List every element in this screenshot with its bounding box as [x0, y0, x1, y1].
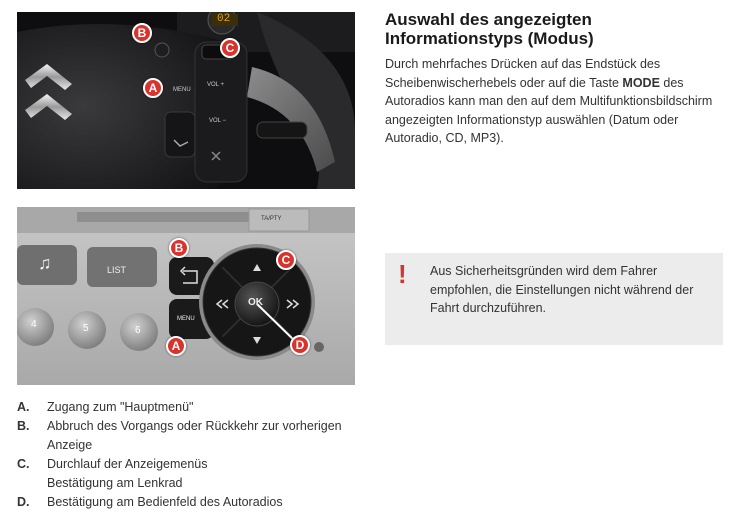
callout-c: C — [276, 250, 296, 270]
exclamation-icon: ! — [398, 259, 407, 289]
legend-item — [17, 398, 357, 417]
callout-b: B — [132, 23, 152, 43]
callout-a: A — [143, 78, 163, 98]
vol-up-label: VOL + — [207, 82, 224, 88]
preset-button-6: 6 — [135, 325, 141, 336]
legend-key: D. — [17, 495, 30, 509]
page-title — [385, 10, 715, 48]
legend-text: Zugang zum "Hauptmenü" — [47, 400, 194, 414]
preset-button-5: 5 — [83, 323, 89, 334]
description-text-start: Durch mehrfaches Drücken auf das Endstück des Scheibenwischerhebels oder auf die Taste — [385, 57, 661, 90]
legend-key: A. — [17, 400, 30, 414]
callout-b: B — [169, 238, 189, 258]
ta-pty-label: TA/PTY — [261, 216, 282, 222]
legend-text: Bestätigung am Bedienfeld des Autoradios — [47, 495, 283, 509]
vol-down-label: VOL − — [209, 118, 226, 124]
steering-wheel-photo — [17, 12, 355, 189]
legend-item — [17, 455, 357, 493]
callout-d: D — [290, 335, 310, 355]
legend-text: Durchlauf der Anzeigemenüs Bestätigung am Lenkrad — [47, 457, 208, 490]
legend-item — [17, 417, 357, 455]
preset-button-4: 4 — [31, 319, 37, 330]
legend-key: B. — [17, 419, 30, 433]
warning-box — [385, 253, 723, 345]
mode-keyword: MODE — [622, 75, 660, 90]
warning-text: Aus Sicherheitsgründen wird dem Fahrer empfohlen, die Einstellungen nicht während der Fahrt durchzuführen. — [430, 264, 694, 316]
music-note-icon: ♫ — [38, 253, 52, 273]
ok-button-label: OK — [248, 297, 263, 308]
callout-c: C — [220, 38, 240, 58]
display-readout: 02 — [217, 13, 231, 25]
legend-key: C. — [17, 457, 30, 471]
radio-panel-illustration — [17, 207, 355, 385]
description-text-end: des Autoradios kann man den auf dem Multifunktionsbildschirm angezeigten Informationstyp auswählen (Datum oder Autoradio, CD, MP3). — [385, 75, 713, 146]
legend-text: Abbruch des Vorgangs oder Rückkehr zur vorherigen Anzeige — [47, 419, 342, 452]
steering-wheel-illustration — [17, 12, 355, 189]
menu-button-label: MENU — [173, 87, 191, 93]
page-title-line-2: Informationstyps (Modus) — [385, 29, 594, 48]
legend-item — [17, 493, 357, 512]
description-paragraph — [385, 55, 730, 148]
menu-button-label: MENU — [177, 316, 195, 322]
legend-list — [17, 398, 357, 512]
list-button-label: LIST — [107, 265, 127, 275]
radio-panel-photo — [17, 207, 355, 385]
callout-a: A — [166, 336, 186, 356]
page-title-line-1: Auswahl des angezeigten — [385, 10, 592, 29]
